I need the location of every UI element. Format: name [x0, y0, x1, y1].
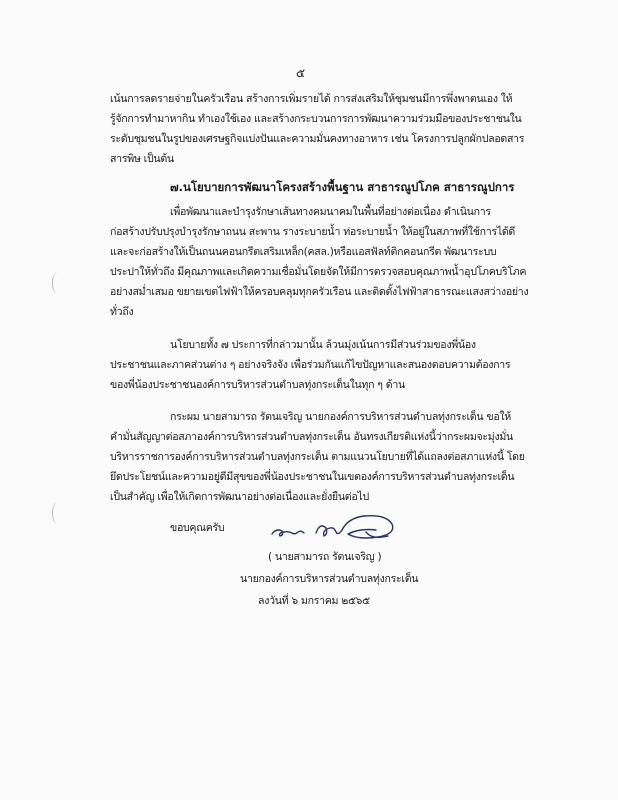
paragraph-2-line: อย่างสม่ำเสมอ ขยายเขตไฟฟ้าให้ครอบคลุมทุกครัวเรือน และติดตั้งไฟฟ้าสาธารณะแสงสว่างอย่าง — [110, 286, 529, 298]
section-7-heading: ๗.นโยบายการพัฒนาโครงสร้างพื้นฐาน สาธารณูปโภค สาธารณูปการ — [170, 180, 515, 194]
paragraph-1-line: สารพิษ เป็นต้น — [110, 153, 174, 165]
paragraph-4-line: เป็นสำคัญ เพื่อให้เกิดการพัฒนาอย่างต่อเนื่องและยั่งยืนต่อไป — [110, 491, 369, 503]
closing-text: ขอบคุณครับ — [170, 522, 225, 534]
paragraph-3-line: นโยบายทั้ง ๗ ประการที่กล่าวมานั้น ล้วนมุ่งเน้นการมีส่วนร่วมของพี่น้อง — [170, 339, 476, 351]
signatory-position: นายกองค์การบริหารส่วนตำบลทุ่งกระเต็น — [240, 573, 419, 585]
paragraph-2-line: ประปาให้ทั่วถึง มีคุณภาพและเกิดความเชื่อมั่นโดยจัดให้มีการตรวจสอบคุณภาพน้ำอุปโภคบริโภค — [110, 266, 527, 278]
paragraph-1-line: เน้นการลดรายจ่ายในครัวเรือน สร้างการเพิ่มรายได้ การส่งเสริมให้ชุมชนมีการพึ่งพาตนเอง ให้ — [110, 93, 513, 105]
paragraph-1-line: ระดับชุมชนในรูปของเศรษฐกิจแบ่งปันและความมั่นคงทางอาหาร เช่น โครงการปลูกผักปลอดสาร — [110, 133, 525, 145]
paragraph-2-line: เพื่อพัฒนาและบำรุงรักษาเส้นทางคมนาคมในพื้นที่อย่างต่อเนื่อง ดำเนินการ — [170, 206, 491, 218]
page-number: ๕ — [296, 66, 306, 80]
paragraph-4-line: ยึดประโยชน์และความอยู่ดีมีสุขของพี่น้องประชาชนในเขตองค์การบริหารส่วนตำบลทุ่งกระเต็น — [110, 471, 515, 483]
paragraph-3-line: ของพี่น้องประชาชนองค์การบริหารส่วนตำบลทุ่งกระเต็นในทุก ๆ ด้าน — [110, 379, 405, 391]
paragraph-4-line: บริหารราชการองค์การบริหารส่วนตำบลทุ่งกระเต็น ตามแนวนโยบายที่ได้แถลงต่อสภาแห่งนี้ โดย — [110, 451, 525, 463]
paragraph-3-line: ประชาชนและภาคส่วนต่าง ๆ อย่างจริงจัง เพื่อร่วมกันแก้ไขปัญหาและสนองตอบความต้องการ — [110, 359, 511, 371]
paragraph-2-line: และจะก่อสร้างให้เป็นถนนคอนกรีตเสริมเหล็ก(คสล.)หรือแอสฟัลท์ติกคอนกรีต พัฒนาระบบ — [110, 246, 497, 258]
paragraph-4-line: คำมั่นสัญญาต่อสภาองค์การบริหารส่วนตำบลทุ่งกระเต็น อันทรงเกียรติแห่งนี้ว่ากระผมจะมุ่งมั่น — [110, 431, 513, 443]
punch-hole-mark — [52, 502, 63, 524]
paragraph-2-line: ทั่วถึง — [110, 306, 134, 318]
punch-hole-mark — [52, 272, 63, 294]
signature-mark — [268, 506, 408, 548]
paragraph-4-line: กระผม นายสามารถ รัตนเจริญ นายกองค์การบริหารส่วนตำบลทุ่งกระเต็น ขอให้ — [170, 411, 511, 423]
signatory-name: ( นายสามารถ รัตนเจริญ ) — [268, 551, 382, 563]
paragraph-1-line: รู้จักการทำมาหากิน ทำเองใช้เอง และสร้างกระบวนการการพัฒนาความร่วมมือของประชาชนใน — [110, 113, 522, 125]
paragraph-2-line: ก่อสร้างปรับปรุงบำรุงรักษาถนน สะพาน รางระบายน้ำ ท่อระบายน้ำ ให้อยู่ในสภาพที่ใช้การได้ดี — [110, 226, 516, 238]
document-date: ลงวันที่ ๖ มกราคม ๒๕๖๕ — [258, 595, 370, 607]
